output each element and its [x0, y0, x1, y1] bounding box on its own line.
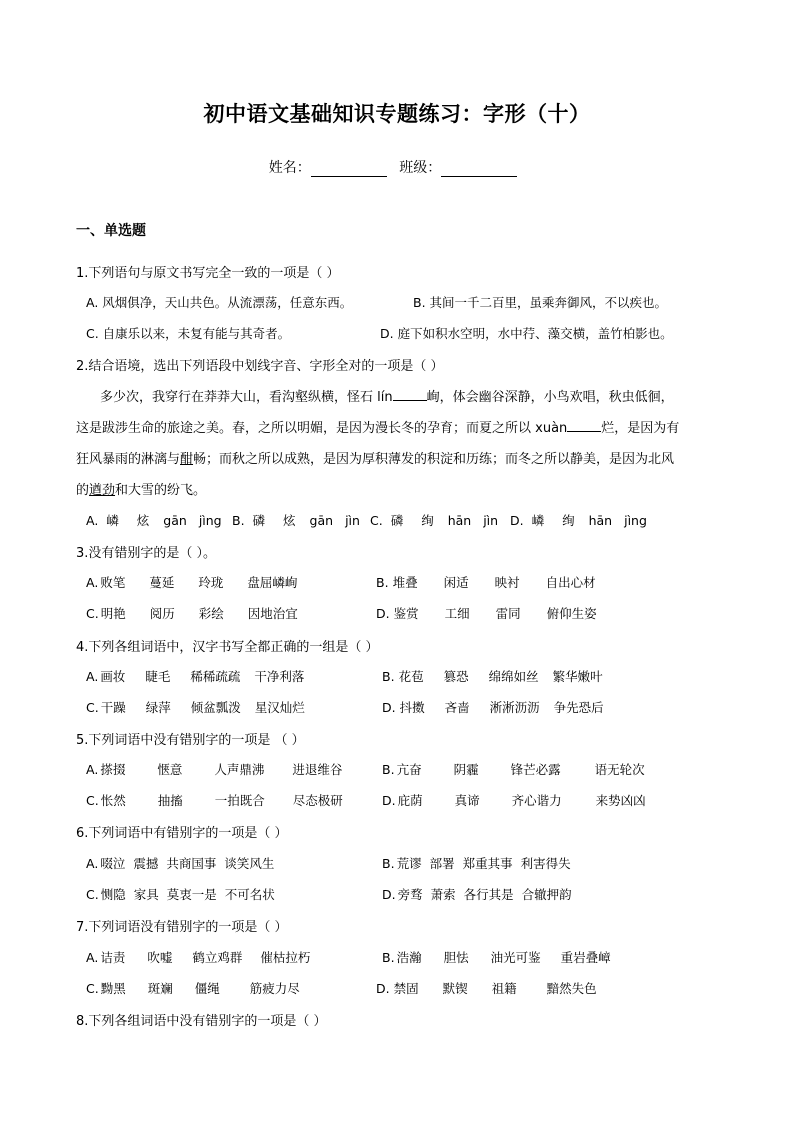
- option-letter: D.: [510, 513, 524, 528]
- option-pinyin: jìng: [624, 513, 647, 528]
- option-letter: C.: [86, 793, 99, 808]
- option-word: 亢奋: [396, 762, 422, 777]
- q2-passage-line-3: [76, 448, 718, 467]
- option-word: 庇荫: [397, 793, 423, 808]
- option-word: 重岩叠嶂: [560, 950, 611, 965]
- option-word: 明艳: [100, 606, 126, 621]
- option-word: 睫毛: [145, 669, 171, 684]
- option-letter: D.: [382, 793, 396, 808]
- blank-underline: [567, 419, 601, 432]
- option-letter: A.: [86, 575, 99, 590]
- option-word: 人声鼎沸: [214, 762, 265, 777]
- option-letter: B.: [382, 762, 395, 777]
- option-word: 锋芒必露: [510, 762, 561, 777]
- question-6-stem: 6.下列词语中有错别字的一项是（ ）: [76, 826, 288, 841]
- q3-option-d: [376, 604, 597, 622]
- class-label: 班级：: [399, 160, 442, 176]
- option-word: 郑重其事: [462, 856, 513, 871]
- q2-option-c: [370, 511, 498, 529]
- option-word: 干躁: [100, 700, 126, 715]
- passage-text: 峋，体会幽谷深静，小鸟欢唱，秋虫低徊，: [426, 390, 674, 405]
- option-letter: B.: [382, 950, 395, 965]
- q6-option-d: [382, 885, 572, 903]
- option-letter: B.: [382, 669, 395, 684]
- q6-option-c: [86, 885, 275, 903]
- option-word: 齐心谐力: [511, 793, 562, 808]
- q6-option-b: [382, 854, 571, 872]
- passage-text: 畅；而秋之所以成熟，是因为厚积薄发的积淀和历练；而冬之所以静美，是因为北风: [193, 452, 675, 467]
- q3-option-a: [86, 573, 297, 591]
- q2-passage-line-2: [76, 417, 718, 436]
- option-word: 恻隐: [100, 887, 126, 902]
- option-pinyin: hān: [447, 513, 472, 528]
- option-letter: A.: [86, 762, 99, 777]
- name-class-bar: [0, 157, 794, 177]
- q4-option-d: [382, 698, 604, 716]
- q1-option-c: C. 自康乐以来，未复有能与其奇者。: [86, 326, 291, 341]
- question-5-stem: 5.下列词语中没有错别字的一项是 （ ）: [76, 733, 305, 748]
- option-word: 自出心材: [545, 575, 596, 590]
- blank-underline: [393, 388, 427, 401]
- option-word: 震撼: [133, 856, 159, 871]
- option-word: 家具: [133, 887, 159, 902]
- option-word: 吝啬: [444, 700, 470, 715]
- q1-option-a: A. 风烟俱净，天山共色。从流漂荡，任意东西。: [86, 295, 353, 310]
- option-word: 尽态极研: [292, 793, 343, 808]
- option-word: 荒谬: [396, 856, 422, 871]
- option-word: 斑斓: [147, 981, 173, 996]
- option-word: 利害得失: [520, 856, 571, 871]
- option-word: 油光可鉴: [490, 950, 541, 965]
- section-heading: 一、单选题: [76, 223, 146, 239]
- option-word: 默锲: [442, 981, 468, 996]
- q7-option-b: [382, 948, 611, 966]
- class-blank[interactable]: [441, 161, 517, 177]
- q2-option-b: [232, 511, 360, 529]
- option-word: 争先恐后: [553, 700, 604, 715]
- option-word: 繁华嫩叶: [552, 669, 603, 684]
- passage-text: 这是跋涉生命的旅途之美。春，之所以明媚，是因为漫长冬的孕育；而夏之所以 xuàn: [76, 421, 568, 436]
- option-word: 一拍既合: [214, 793, 265, 808]
- option-word: 因地治宜: [247, 606, 298, 621]
- option-word: 胆怯: [443, 950, 469, 965]
- passage-text: 多少次，我穿行在莽莽大山，看沟壑纵横，怪石 lín: [100, 390, 393, 405]
- option-letter: C.: [86, 887, 99, 902]
- option-letter: B.: [376, 575, 389, 590]
- option-word: 淅淅沥沥: [489, 700, 540, 715]
- q7-option-d: [376, 979, 597, 997]
- option-word: 磷: [252, 513, 266, 528]
- question-8-stem: 8.下列各组词语中没有错别字的一项是（ ）: [76, 1014, 327, 1029]
- option-word: 绵绵如丝: [488, 669, 539, 684]
- name-label: 姓名：: [268, 160, 311, 176]
- q2-option-a: [86, 511, 222, 529]
- option-letter: D.: [382, 700, 396, 715]
- option-word: 堆叠: [392, 575, 418, 590]
- option-word: 蔓延: [149, 575, 175, 590]
- option-word: 绿萍: [145, 700, 171, 715]
- passage-text: 的: [76, 483, 90, 498]
- option-word: 怅然: [100, 793, 126, 808]
- q2-passage-line-1: [100, 386, 742, 405]
- option-letter: D.: [382, 887, 396, 902]
- q5-option-b: [382, 760, 645, 778]
- question-2-stem: 2.结合语境，选出下列语段中划线字音、字形全对的一项是（ ）: [76, 359, 444, 374]
- q4-option-a: [86, 667, 304, 685]
- option-word: 俯仰生姿: [546, 606, 597, 621]
- option-word: 合辙押韵: [521, 887, 572, 902]
- option-pinyin: gān: [309, 513, 334, 528]
- option-word: 映衬: [494, 575, 520, 590]
- option-word: 催枯拉朽: [260, 950, 311, 965]
- option-word: 萧索: [430, 887, 456, 902]
- option-word: 不可名状: [224, 887, 275, 902]
- option-letter: C.: [370, 513, 383, 528]
- option-word: 雷同: [495, 606, 521, 621]
- document-title: 初中语文基础知识专题练习：字形（十）: [203, 102, 591, 126]
- option-pinyin: jìng: [198, 513, 222, 528]
- option-word: 语无轮次: [594, 762, 645, 777]
- question-1-stem: 1.下列语句与原文书写完全一致的一项是（ ）: [76, 266, 340, 281]
- option-letter: A.: [86, 513, 99, 528]
- option-word: 鉴赏: [393, 606, 419, 621]
- option-word: 浩瀚: [396, 950, 422, 965]
- option-letter: C.: [86, 606, 99, 621]
- option-word: 黝黑: [100, 981, 126, 996]
- option-word: 绚: [562, 513, 575, 528]
- option-word: 鹤立鸡群: [192, 950, 243, 965]
- option-letter: C.: [86, 981, 99, 996]
- option-pinyin: jìn: [483, 513, 499, 528]
- option-word: 彩绘: [198, 606, 224, 621]
- option-word: 篡恐: [443, 669, 469, 684]
- option-word: 炫: [283, 513, 296, 528]
- option-word: 啜泣: [100, 856, 126, 871]
- option-word: 抽搐: [157, 793, 183, 808]
- question-4-stem: 4.下列各组词语中，汉字书写全都正确的一组是（ ）: [76, 640, 379, 655]
- option-word: 各行其是: [463, 887, 514, 902]
- option-word: 真谛: [454, 793, 480, 808]
- q1-option-b: B. 其间一千二百里，虽乘奔御风，不以疾也。: [413, 295, 668, 310]
- option-word: 进退维谷: [292, 762, 343, 777]
- q5-option-c: [86, 791, 343, 809]
- q5-option-a: [86, 760, 342, 778]
- option-pinyin: gān: [163, 513, 187, 528]
- q2-option-d: [510, 511, 647, 529]
- passage-text: 和大雪的纷飞。: [115, 483, 207, 498]
- option-word: 吹嘘: [147, 950, 173, 965]
- q1-option-d: D. 庭下如积水空明，水中荇、藻交横，盖竹柏影也。: [380, 326, 673, 341]
- option-word: 惬意: [157, 762, 183, 777]
- option-word: 玲珑: [198, 575, 224, 590]
- q7-option-c: [86, 979, 300, 997]
- q4-option-b: [382, 667, 603, 685]
- option-word: 花苞: [398, 669, 424, 684]
- underlined-char: 酣: [180, 452, 194, 467]
- option-word: 磷: [390, 513, 404, 528]
- question-7-stem: 7.下列词语没有错别字的一项是（ ）: [76, 920, 288, 935]
- passage-text: 烂，是因为有: [601, 421, 680, 436]
- option-word: 祖籍: [491, 981, 517, 996]
- option-word: 嶙: [531, 513, 545, 528]
- option-word: 炫: [136, 513, 150, 528]
- option-word: 禁固: [393, 981, 419, 996]
- name-blank[interactable]: [311, 161, 387, 177]
- underlined-word: 遒劲: [89, 483, 116, 498]
- q6-option-a: [86, 854, 274, 872]
- option-word: 画妆: [100, 669, 126, 684]
- q3-option-c: [86, 604, 298, 622]
- option-word: 谈笑风生: [224, 856, 275, 871]
- option-word: 部署: [429, 856, 455, 871]
- option-word: 阴霾: [453, 762, 479, 777]
- option-word: 莫衷一是: [166, 887, 217, 902]
- q4-option-c: [86, 698, 305, 716]
- option-word: 绚: [421, 513, 434, 528]
- q2-passage-line-4: [76, 479, 718, 498]
- option-word: 共商国事: [166, 856, 217, 871]
- option-word: 闲适: [443, 575, 469, 590]
- q3-option-b: [376, 573, 596, 591]
- option-word: 筋疲力尽: [249, 981, 300, 996]
- option-word: 搽掇: [100, 762, 126, 777]
- option-letter: B.: [232, 513, 245, 528]
- option-word: 星汉灿烂: [254, 700, 305, 715]
- option-letter: D.: [376, 981, 390, 996]
- option-word: 诘责: [100, 950, 126, 965]
- option-letter: D.: [376, 606, 390, 621]
- option-letter: A.: [86, 950, 99, 965]
- option-word: 来势凶凶: [595, 793, 646, 808]
- option-letter: C.: [86, 700, 99, 715]
- q7-option-a: [86, 948, 310, 966]
- passage-text: 狂风暴雨的淋漓与: [76, 452, 181, 467]
- option-word: 败笔: [100, 575, 126, 590]
- option-word: 僵绳: [194, 981, 220, 996]
- option-letter: A.: [86, 856, 99, 871]
- option-word: 阅历: [149, 606, 175, 621]
- option-word: 工细: [444, 606, 470, 621]
- option-pinyin: jìn: [345, 513, 360, 528]
- option-word: 嶙: [106, 513, 119, 528]
- option-word: 干净利落: [254, 669, 305, 684]
- option-word: 黯然失色: [546, 981, 597, 996]
- option-word: 抖擞: [399, 700, 425, 715]
- option-word: 盘屈嶙峋: [247, 575, 298, 590]
- option-pinyin: hān: [588, 513, 613, 528]
- option-word: 稀稀疏疏: [190, 669, 241, 684]
- q5-option-d: [382, 791, 646, 809]
- option-letter: A.: [86, 669, 99, 684]
- option-word: 倾盆瓢泼: [190, 700, 241, 715]
- option-word: 旁骛: [397, 887, 423, 902]
- option-letter: B.: [382, 856, 395, 871]
- question-3-stem: 3.没有错别字的是（ ）。: [76, 546, 217, 561]
